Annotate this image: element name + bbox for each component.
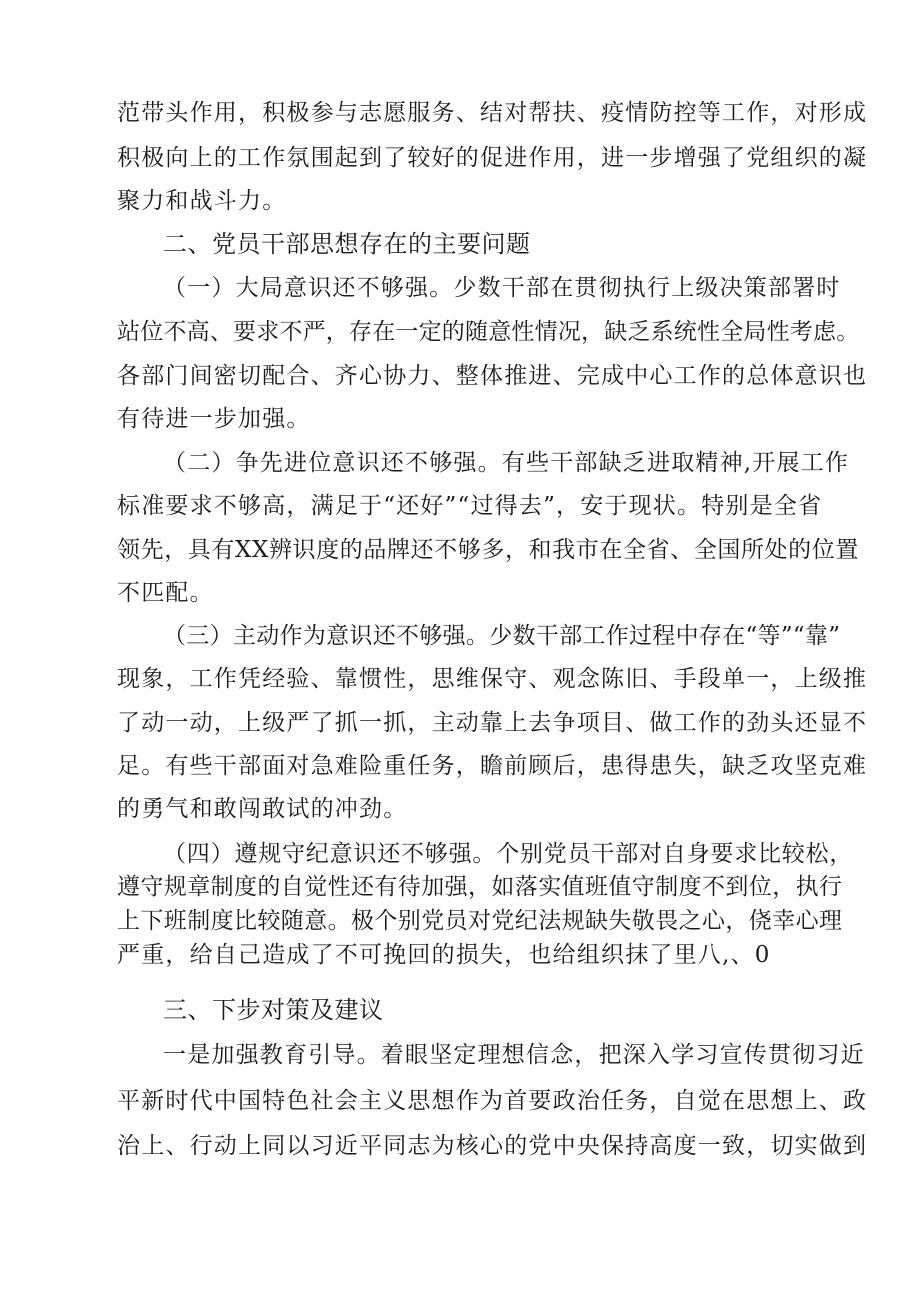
s2-item4-line-1: （四）遵规守纪意识还不够强。个别党员干部对自身要求比较松， — [163, 841, 854, 867]
s2-item2-line-4: 不匹配。 — [117, 580, 214, 606]
s2-item4-line-2: 遵守规章制度的自觉性还有待加强，如落实值班值守制度不到位，执行 — [117, 874, 843, 900]
s2-item2-line-3: 领先，具有XX辨识度的品牌还不够多，和我市在全省、全国所处的位置 — [117, 537, 859, 563]
section-3-heading: 三、下步对策及建议 — [163, 996, 384, 1024]
s2-item1-line-3: 各部门间密切配合、齐心协力、整体推进、完成中心工作的总体意识也 — [117, 363, 868, 389]
s2-item3-line-2: 现象，工作凭经验、靠惯性，思维保守、观念陈旧、手段单一，上级推 — [117, 666, 868, 692]
s2-item1-line-1: （一）大局意识还不够强。少数干部在贯彻执行上级决策部署时 — [163, 275, 841, 301]
s2-item1-line-2: 站位不高、要求不严，存在一定的随意性情况，缺乏系统性全局性考虑。 — [117, 319, 860, 345]
section-2-heading: 二、党员干部思想存在的主要问题 — [163, 230, 531, 258]
intro-line-3: 聚力和战斗力。 — [117, 188, 287, 214]
s2-item3-line-5: 的勇气和敢闯敢试的冲劲。 — [117, 796, 408, 822]
s2-item2-line-2: 标准要求不够高，满足于“还好”“过得去”，安于现状。特别是全省 — [117, 493, 823, 519]
s3-item1-line-2: 平新时代中国特色社会主义思想作为首要政治任务，自觉在思想上、政 — [117, 1088, 868, 1114]
s2-item3-line-4: 足。有些干部面对急难险重任务，瞻前顾后，患得患失，缺乏攻坚克难 — [117, 753, 868, 779]
s2-item2-line-1: （二）争先进位意识还不够强。有些干部缺乏进取精神,开展工作 — [163, 450, 850, 476]
s3-item1-line-1: 一是加强教育引导。着眼坚定理想信念，把深入学习宣传贯彻习近 — [163, 1042, 865, 1068]
s3-item1-line-3: 治上、行动上同以习近平同志为核心的党中央保持高度一致，切实做到 — [117, 1133, 868, 1159]
intro-line-1: 范带头作用，积极参与志愿服务、结对帮扶、疫情防控等工作，对形成 — [117, 100, 868, 126]
s2-item4-line-4: 严重，给自己造成了不可挽回的损失，也给组织抹了里八,、0 — [117, 942, 771, 968]
s2-item3-line-3: 了动一动，上级严了抓一抓，主动靠上去争项目、做工作的劲头还显不 — [117, 710, 868, 736]
s2-item4-line-3: 上下班制度比较随意。极个别党员对党纪法规缺失敬畏之心，侥幸心理 — [117, 908, 843, 934]
s2-item1-line-4: 有待进一步加强。 — [117, 406, 311, 432]
s2-item3-line-1: （三）主动作为意识还不够强。少数干部工作过程中存在“等”“靠” — [163, 623, 841, 649]
intro-line-2: 积极向上的工作氛围起到了较好的促进作用，进一步增强了党组织的凝 — [117, 145, 868, 171]
